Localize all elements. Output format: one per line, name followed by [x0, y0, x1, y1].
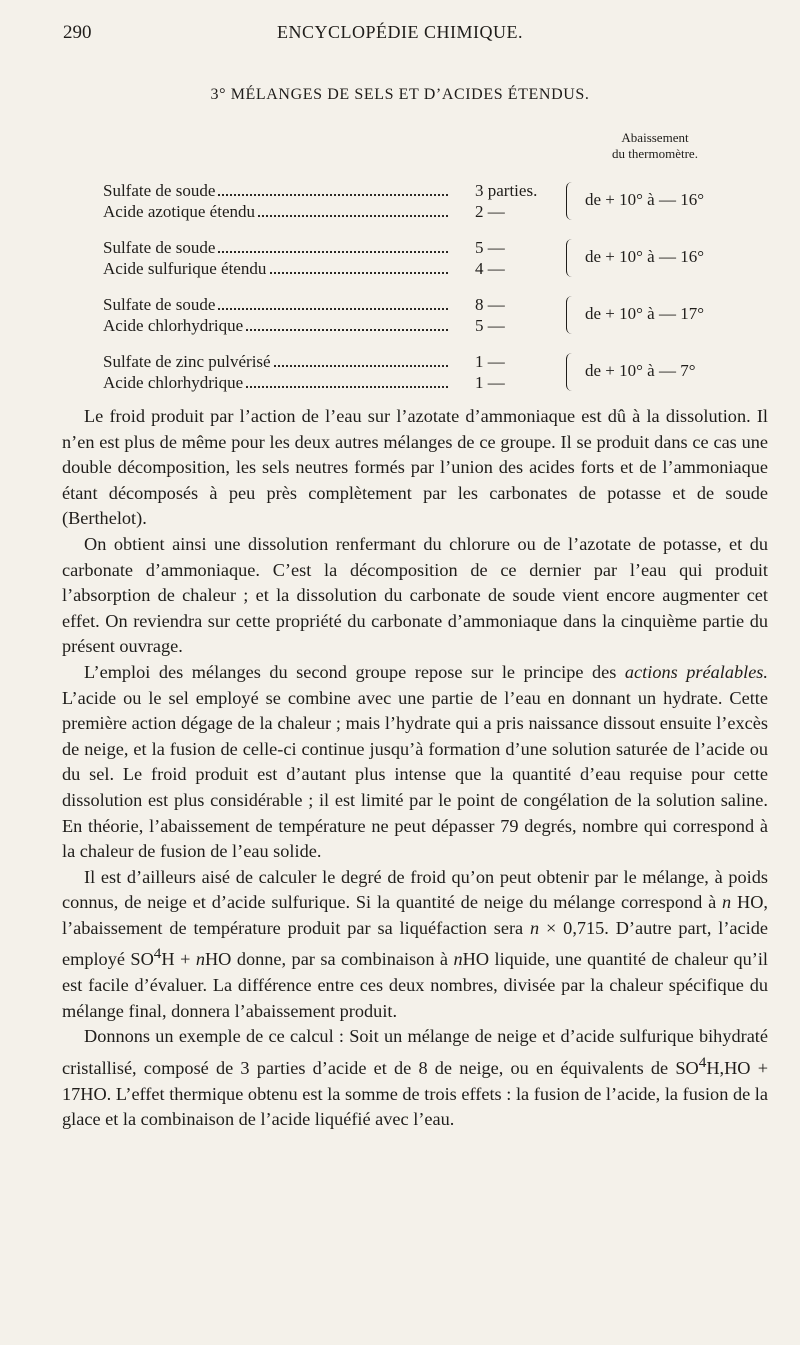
mixtures-table — [103, 180, 743, 408]
running-title: ENCYCLOPÉDIE CHIMIQUE. — [277, 22, 523, 42]
brace — [566, 182, 575, 220]
paragraph: On obtient ainsi une dissolution renfermant du chlorure ou de l’azotate de potasse, et du carbonate d’ammoniaque. C’est la décomposition de ce dernier par l’eau qui produit l’absorption de chaleur ; et la dissolution du carbonate de soude vient encore augmenter cet effet. On reviendra sur cette propriété du carbonate d’ammoniaque dans la cinquième partie du présent ouvrage. — [62, 533, 768, 657]
ingredient-name: Sulfate de soude — [103, 237, 448, 258]
mixture-group — [103, 180, 743, 237]
ingredient-name: Acide chlorhydrique — [103, 315, 448, 336]
ingredient-quantity: 5 — — [475, 238, 505, 257]
ingredient-quantity: 3 parties. — [475, 181, 538, 200]
column-header-line2: du thermomètre. — [612, 146, 698, 161]
ingredient-quantity: 2 — — [475, 202, 505, 221]
ingredient-quantity: 1 — — [475, 352, 505, 371]
paragraph: L’emploi des mélanges du second groupe repose sur le principe des actions préalables. L’acide ou le sel employé se combine avec une partie de l’eau en donnant un hydrate. Cette première action dégage de la chaleur ; mais l’hydrate qui a pris naissance dissout ensuite l’excès de neige, et la fusion de celle-ci continue jusqu’à formation d’une solution saturée de l’acide ou du sel. Le froid produit est d’autant plus intense que la quantité d’eau requise pour cette dissolution est plus considérable ; il est limité par le point de congélation de la solution saline. En théorie, l’abaissement de température ne peut dépasser 79 degrés, nombre qui correspond à la chaleur de fusion de l’eau solide. — [62, 661, 768, 862]
page-number: 290 — [63, 22, 92, 43]
italic-term: actions préalables. — [624, 661, 768, 682]
ingredient-name: Sulfate de soude — [103, 180, 448, 201]
ingredient-name: Sulfate de zinc pulvérisé — [103, 351, 448, 372]
mixture-group — [103, 237, 743, 294]
mixture-group — [103, 351, 743, 408]
brace — [566, 296, 575, 334]
body-text — [62, 404, 768, 1133]
ingredient-name: Acide sulfurique étendu — [103, 258, 448, 279]
temperature-range: de + 10° à — 16° — [585, 247, 705, 266]
paragraph: Il est d’ailleurs aisé de calculer le degré de froid qu’on peut obtenir par le mélange, à poids connus, de neige et d’acide sulfurique. Si la quantité de neige du mélange correspond à n HO, l’abaissement de température produit par sa liquéfaction sera n × 0,715. D’autre part, l’acide employé $SO^4H$ + nHO donne, par sa combinaison à nHO liquide, une quantité de chaleur qu’il est facile d’évaluer. La différence entre ces deux nombres, divisée par la chaleur spécifique du mélange final, donnera l’abaissement produit. — [62, 866, 768, 1021]
column-header — [585, 130, 725, 162]
brace — [566, 353, 575, 391]
ingredient-quantity: 5 — — [475, 316, 505, 335]
page-header — [0, 18, 800, 48]
brace — [566, 239, 575, 277]
mixture-group — [103, 294, 743, 351]
ingredient-name: Sulfate de soude — [103, 294, 448, 315]
section-title: 3° MÉLANGES DE SELS ET D’ACIDES ÉTENDUS. — [210, 86, 590, 103]
ingredient-quantity: 8 — — [475, 295, 505, 314]
column-header-line1: Abaissement — [621, 130, 689, 145]
ingredient-quantity: 4 — — [475, 259, 505, 278]
paragraph: Le froid produit par l’action de l’eau sur l’azotate d’ammoniaque est dû à la dissolution. Il n’en est plus de même pour les deux autres mélanges de ce groupe. Il se produit dans ce cas une double décomposition, les sels neutres formés par l’union des acides forts et de l’ammoniaque étant décomposés à peu près complètement par les carbonates de potasse et de soude (Berthelot). — [62, 406, 768, 529]
ingredient-quantity: 1 — — [475, 373, 505, 392]
temperature-range: de + 10° à — 17° — [585, 304, 705, 323]
temperature-range: de + 10° à — 16° — [585, 190, 705, 209]
ingredient-name: Acide chlorhydrique — [103, 372, 448, 393]
paragraph: Donnons un exemple de ce calcul : Soit un mélange de neige et d’acide sulfurique bihydraté cristallisé, composé de 3 parties d’acide et de 8 de neige, ou en équivalents de $SO^4H,HO + 17HO$. L’effet thermique obtenu est la somme de trois effets : la fusion de l’acide, la fusion de la glace et la combinaison de l’acide liquéfié avec l’eau. — [62, 1026, 768, 1130]
temperature-range: de + 10° à — 7° — [585, 361, 696, 380]
ingredient-name: Acide azotique étendu — [103, 201, 448, 222]
